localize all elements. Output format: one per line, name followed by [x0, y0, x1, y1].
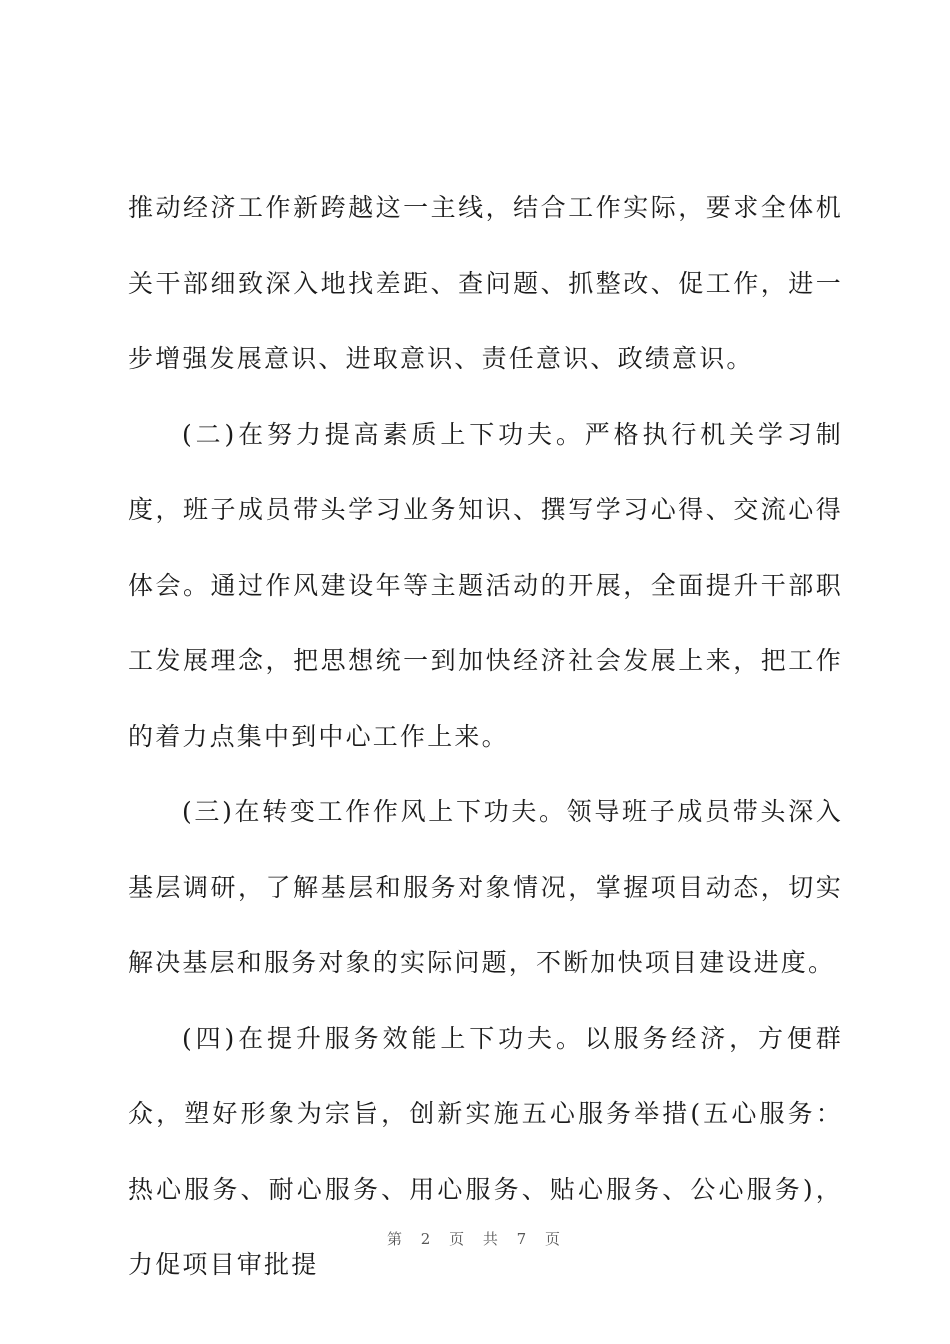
- paragraph-3: (三)在转变工作作风上下功夫。领导班子成员带头深入基层调研，了解基层和服务对象情况，掌握项目动态，切实解决基层和服务对象的实际问题，不断加快项目建设进度。: [128, 797, 843, 977]
- body-text: [128, 170, 843, 1303]
- paragraph-1: 推动经济工作新跨越这一主线，结合工作实际，要求全体机关干部细致深入地找差距、查问题、抓整改、促工作，进一步增强发展意识、进取意识、责任意识、政绩意识。: [128, 193, 843, 373]
- paragraph-4: (四)在提升服务效能上下功夫。以服务经济，方便群众，塑好形象为宗旨，创新实施五心服务举措(五心服务：热心服务、耐心服务、用心服务、贴心服务、公心服务)，力促项目审批提: [128, 1023, 843, 1279]
- page-number-footer: 第 2 页 共 7 页: [387, 1230, 563, 1248]
- paragraph-2: (二)在努力提高素质上下功夫。严格执行机关学习制度，班子成员带头学习业务知识、撰写学习心得、交流心得体会。通过作风建设年等主题活动的开展，全面提升干部职工发展理念，把思想统一到加快经济社会发展上来，把工作的着力点集中到中心工作上来。: [128, 419, 843, 751]
